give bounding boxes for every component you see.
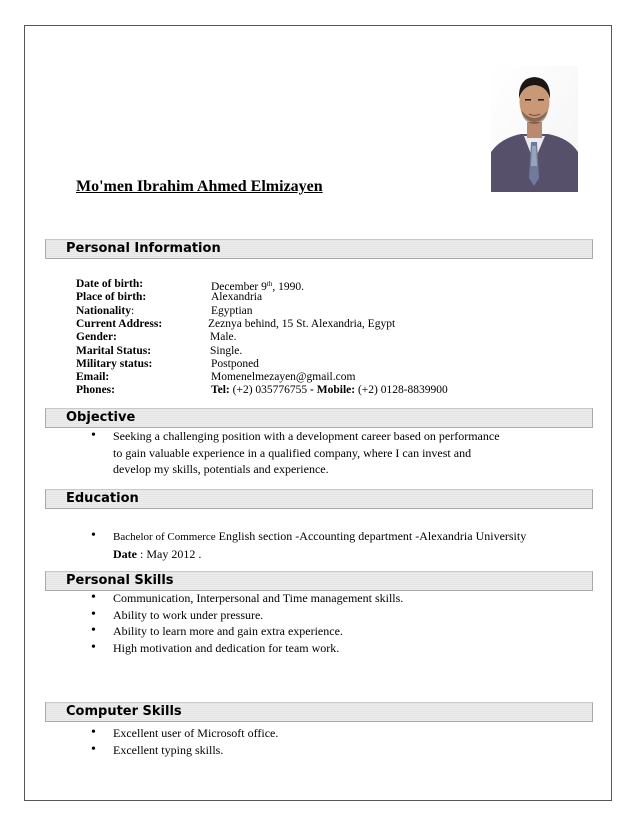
nationality-value: Egyptian <box>211 304 253 317</box>
section-header-computer-skills: Computer Skills <box>45 702 593 722</box>
phones-value <box>211 384 448 397</box>
objective-item <box>91 428 500 478</box>
tel-number: (+2) 035776755 <box>229 384 311 397</box>
list-item: • High motivation and dedication for team work. <box>91 640 403 657</box>
list-item: • Communication, Interpersonal and Time management skills. <box>91 590 403 607</box>
education-list <box>91 528 526 562</box>
dob-suffix: th <box>266 280 273 288</box>
objective-line-2: to gain valuable experience in a qualified company, where I can invest and <box>113 445 472 460</box>
portrait-image <box>491 66 578 192</box>
marital-label: Marital Status: <box>76 344 152 357</box>
section-header-personal-information: Personal Information <box>45 239 593 259</box>
section-header-personal-skills: Personal Skills <box>45 571 593 591</box>
degree-name: Bachelor of Commerce <box>113 531 216 543</box>
pob-label: Place of birth: <box>76 291 147 304</box>
list-item: • Excellent typing skills. <box>91 742 278 759</box>
objective-list <box>91 428 500 478</box>
gender-label: Gender: <box>76 331 117 344</box>
address-value: Zeznya behind, 15 St. Alexandria, Egypt <box>208 317 396 330</box>
graduation-date: : May 2012 . <box>137 546 202 561</box>
mobile-label: Mobile: <box>316 384 356 397</box>
list-item: • Excellent user of Microsoft office. <box>91 725 278 742</box>
mobile-number: (+2) 0128-8839900 <box>355 384 448 397</box>
marital-value: Single. <box>210 344 243 357</box>
address-label: Current Address: <box>76 317 163 330</box>
email-value: Momenelmezayen@gmail.com <box>211 371 356 384</box>
graduation-date-label: Date <box>113 546 137 561</box>
dob-year: , 1990. <box>272 281 304 293</box>
list-item: • Ability to learn more and gain extra experience. <box>91 623 403 640</box>
computer-skills-list <box>91 725 278 758</box>
pob-value: Alexandria <box>211 291 263 304</box>
gender-value: Male. <box>210 331 237 344</box>
tel-label: Tel: <box>211 384 230 397</box>
list-item: • Ability to work under pressure. <box>91 607 403 624</box>
objective-line-1: Seeking a challenging position with a development career based on performance <box>113 429 500 443</box>
candidate-name: Mo'men Ibrahim Ahmed Elmizayen <box>76 178 323 195</box>
personal-skills-list <box>91 590 403 656</box>
phones-label: Phones: <box>76 384 115 397</box>
nationality-label-text: Nationality <box>76 304 131 317</box>
profile-photo <box>491 66 578 192</box>
education-item <box>91 528 526 562</box>
military-value: Postponed <box>211 357 259 370</box>
degree-details: English section -Accounting department -Alexandria University <box>215 529 527 543</box>
phone-separator: - <box>310 384 317 397</box>
section-header-objective: Objective <box>45 408 593 428</box>
nationality-label <box>76 305 134 318</box>
military-label: Military status: <box>76 357 153 370</box>
dob-label: Date of birth: <box>76 278 144 290</box>
email-label: Email: <box>76 371 110 384</box>
dob-day: December 9 <box>211 281 267 293</box>
nationality-colon: : <box>130 304 135 317</box>
objective-line-3: develop my skills, potentials and experience. <box>113 462 329 476</box>
section-header-education: Education <box>45 489 593 509</box>
